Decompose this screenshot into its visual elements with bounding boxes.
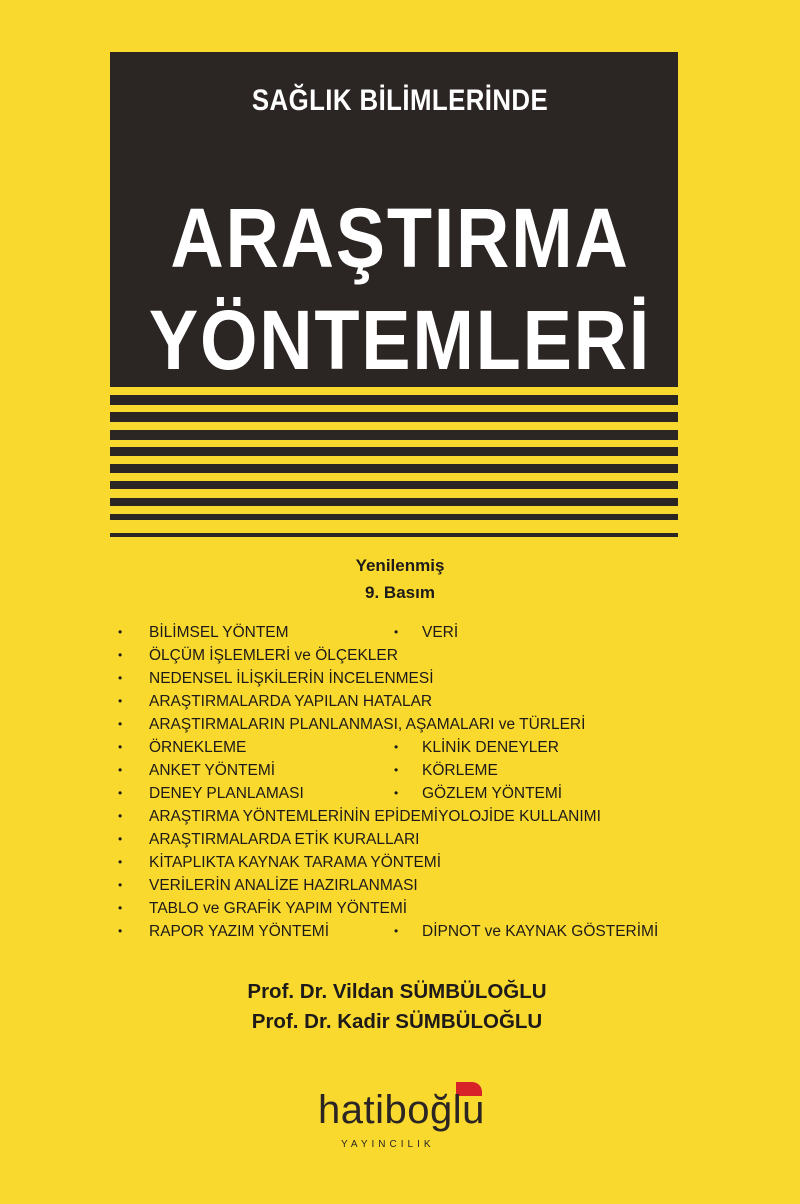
stripe-line xyxy=(110,447,678,456)
bullet-icon: • xyxy=(118,717,123,731)
bullet-icon: • xyxy=(118,763,123,777)
bullet-icon: • xyxy=(394,763,399,777)
topic-item: VERİ xyxy=(422,624,459,641)
topic-item: ARAŞTIRMA YÖNTEMLERİNİN EPİDEMİYOLOJİDE KULLANIMI xyxy=(149,808,601,825)
topic-item: NEDENSEL İLİŞKİLERİN İNCELENMESİ xyxy=(149,670,434,687)
topic-row xyxy=(118,923,758,946)
stripe-line xyxy=(110,533,678,537)
topic-item: RAPOR YAZIM YÖNTEMİ xyxy=(149,923,329,940)
topic-item: BİLİMSEL YÖNTEM xyxy=(149,624,289,641)
author-2: Prof. Dr. Kadir SÜMBÜLOĞLU xyxy=(251,1010,543,1033)
topic-item: TABLO ve GRAFİK YAPIM YÖNTEMİ xyxy=(149,900,408,917)
topic-item: ÖLÇÜM İŞLEMLERİ ve ÖLÇEKLER xyxy=(149,647,398,664)
topic-row xyxy=(118,716,758,739)
stripe-line xyxy=(110,514,678,520)
author-1: Prof. Dr. Vildan SÜMBÜLOĞLU xyxy=(247,980,547,1003)
stripe-line xyxy=(110,481,678,489)
bullet-icon: • xyxy=(118,855,123,869)
topic-item: ARAŞTIRMALARIN PLANLANMASI, AŞAMALARI ve TÜRLERİ xyxy=(149,716,586,733)
bullet-icon: • xyxy=(118,740,123,754)
topic-row xyxy=(118,854,758,877)
topic-row xyxy=(118,785,758,808)
topic-item: GÖZLEM YÖNTEMİ xyxy=(422,785,563,802)
bullet-icon: • xyxy=(118,648,123,662)
bullet-icon: • xyxy=(118,878,123,892)
bullet-icon: • xyxy=(118,924,123,938)
bullet-icon: • xyxy=(394,924,399,938)
book-title-line-1: ARAŞTIRMA xyxy=(170,191,630,285)
edition-label: Yenilenmiş xyxy=(355,556,445,575)
bullet-icon: • xyxy=(118,901,123,915)
topic-row xyxy=(118,877,758,900)
bullet-icon: • xyxy=(394,740,399,754)
stripe-line xyxy=(110,412,678,422)
topic-item: ARAŞTIRMALARDA ETİK KURALLARI xyxy=(149,831,420,848)
bullet-icon: • xyxy=(118,694,123,708)
topic-item: ARAŞTIRMALARDA YAPILAN HATALAR xyxy=(149,693,433,710)
topic-item: KİTAPLIKTA KAYNAK TARAMA YÖNTEMİ xyxy=(149,854,441,871)
stripe-line xyxy=(110,498,678,506)
topic-row xyxy=(118,693,758,716)
bullet-icon: • xyxy=(118,809,123,823)
book-title-line-2: YÖNTEMLERİ xyxy=(148,293,652,387)
topic-row xyxy=(118,831,758,854)
topic-item: KLİNİK DENEYLER xyxy=(422,739,559,756)
topic-item: VERİLERİN ANALİZE HAZIRLANMASI xyxy=(149,877,418,894)
edition-number: 9. Basım xyxy=(365,583,435,602)
bullet-icon: • xyxy=(394,625,399,639)
bullet-icon: • xyxy=(118,832,123,846)
topic-item: DİPNOT ve KAYNAK GÖSTERİMİ xyxy=(422,923,659,940)
topic-row xyxy=(118,647,758,670)
topic-item: KÖRLEME xyxy=(422,762,498,779)
book-kicker: SAĞLIK BİLİMLERİNDE xyxy=(251,84,549,117)
publisher-subtitle: YAYINCILIK xyxy=(341,1139,435,1150)
bullet-icon: • xyxy=(118,671,123,685)
topic-row xyxy=(118,762,758,785)
topic-row xyxy=(118,670,758,693)
stripe-line xyxy=(110,395,678,405)
stripe-line xyxy=(110,464,678,473)
topic-row xyxy=(118,624,758,647)
topic-row xyxy=(118,900,758,923)
bullet-icon: • xyxy=(118,786,123,800)
topic-item: ÖRNEKLEME xyxy=(149,739,247,756)
publisher-name: hatiboğlu xyxy=(318,1088,485,1132)
stripe-line xyxy=(110,430,678,440)
topic-item: DENEY PLANLAMASI xyxy=(149,785,304,802)
publisher-logo xyxy=(316,1082,491,1162)
topic-row xyxy=(118,808,758,831)
bullet-icon: • xyxy=(118,625,123,639)
topic-item: ANKET YÖNTEMİ xyxy=(149,762,276,779)
bullet-icon: • xyxy=(394,786,399,800)
topic-list xyxy=(118,624,758,946)
topic-row xyxy=(118,739,758,762)
